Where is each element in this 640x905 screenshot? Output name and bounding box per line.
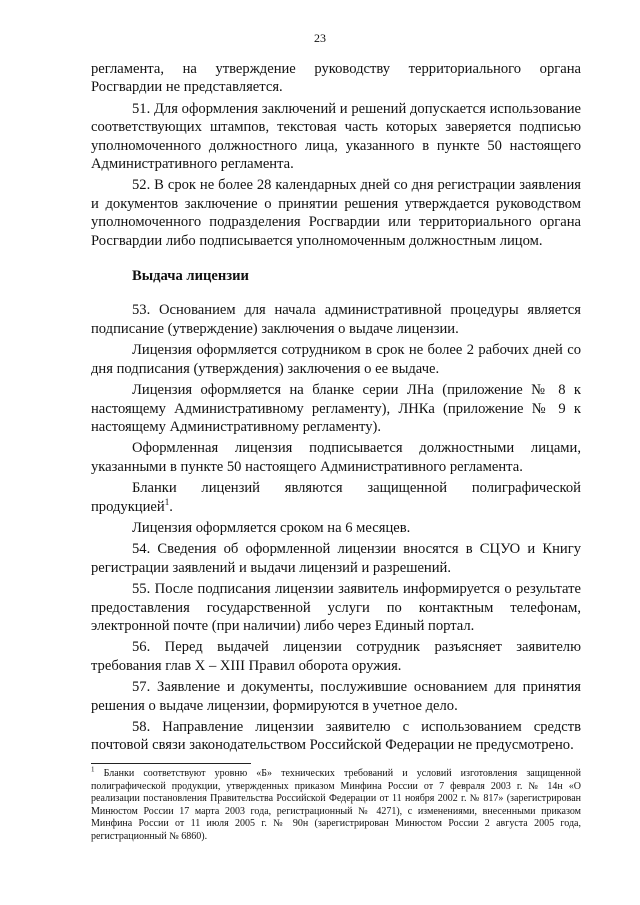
paragraph-53-deadline: Лицензия оформляется сотрудником в срок не более 2 рабочих дней со дня подписания (утверждения) заключения о ее выдаче. [91,342,581,377]
page-number: 23 [314,31,326,45]
paragraph-56: 56. Перед выдачей лицензии сотрудник разъясняет заявителю требования глав X – XIII Правил оборота оружия. [91,639,581,674]
paragraph-53-blanks [91,479,581,516]
blanks-end: . [169,498,173,515]
paragraph-53-form: Лицензия оформляется на бланке серии ЛНа (приложение № 8 к настоящему Административному регламенту), ЛНКа (приложение № 9 к настоящему Административному регламенту). [91,382,581,435]
paragraph-52: 52. В срок не более 28 календарных дней со дня регистрации заявления и документов заключение о принятии решения утверждается руководством уполномоченного подразделения Росгвардии или территориального органа Росгвардии либо подписывается уполномоченным должностным лицом. [91,177,581,249]
footnote [91,765,581,844]
section-heading: Выдача лицензии [132,268,249,285]
blanks-text: Бланки лицензий являются защищенной полиграфической продукцией [91,480,581,515]
paragraph-53-signing: Оформленная лицензия подписывается должностными лицами, указанными в пункте 50 настоящего Административного регламента. [91,440,581,475]
paragraph-51: 51. Для оформления заключений и решений допускается использование соответствующих штампов, текстовая часть которых заверяется подписью уполномоченного должностного лица, указанного в пункте 50 настоящего Административного регламента. [91,100,581,173]
paragraph-55: 55. После подписания лицензии заявитель информируется о результате предоставления государственной услуги по контактным телефонам, электронной почте (при наличии) либо через Единый портал. [91,581,581,634]
paragraph-53: 53. Основанием для начала административной процедуры является подписание (утверждение) заключения о выдаче лицензии. [91,302,581,337]
footnote-reference: 1 [164,496,170,507]
footnote-text: Бланки соответствуют уровню «Б» технических требований и условий изготовления защищенной полиграфической продукции, утвержденных приказом Минфина России от 7 февраля 2003 г. № 14н «О реализации постановления Правительства Российской Федерации от 11 ноября 2002 г. № 817» (зарегистрирован Минюстом России 17 марта 2003 года, регистрационный № 4271), с изменениями, внесенными приказом Минфина России от 11 июля 2005 г. № 90н (зарегистрирован Минюстом России 2 августа 2005 года, регистрационный № 6860). [91,768,581,842]
paragraph-54: 54. Сведения об оформленной лицензии вносятся в СЦУО и Книгу регистрации заявлений и выдачи лицензий и разрешений. [91,541,581,576]
paragraph-57: 57. Заявление и документы, послужившие основанием для принятия решения о выдаче лицензии, формируются в учетное дело. [91,679,581,714]
paragraph-continuation: регламента, на утверждение руководству территориального органа Росгвардии не представляется. [91,61,581,96]
paragraph-58: 58. Направление лицензии заявителю с использованием средств почтовой связи законодательством Российской Федерации не предусмотрено. [91,719,581,754]
document-body [91,60,581,758]
footnote-mark: 1 [91,765,95,774]
paragraph-53-term: Лицензия оформляется сроком на 6 месяцев. [132,519,411,536]
footnote-divider [91,763,251,764]
